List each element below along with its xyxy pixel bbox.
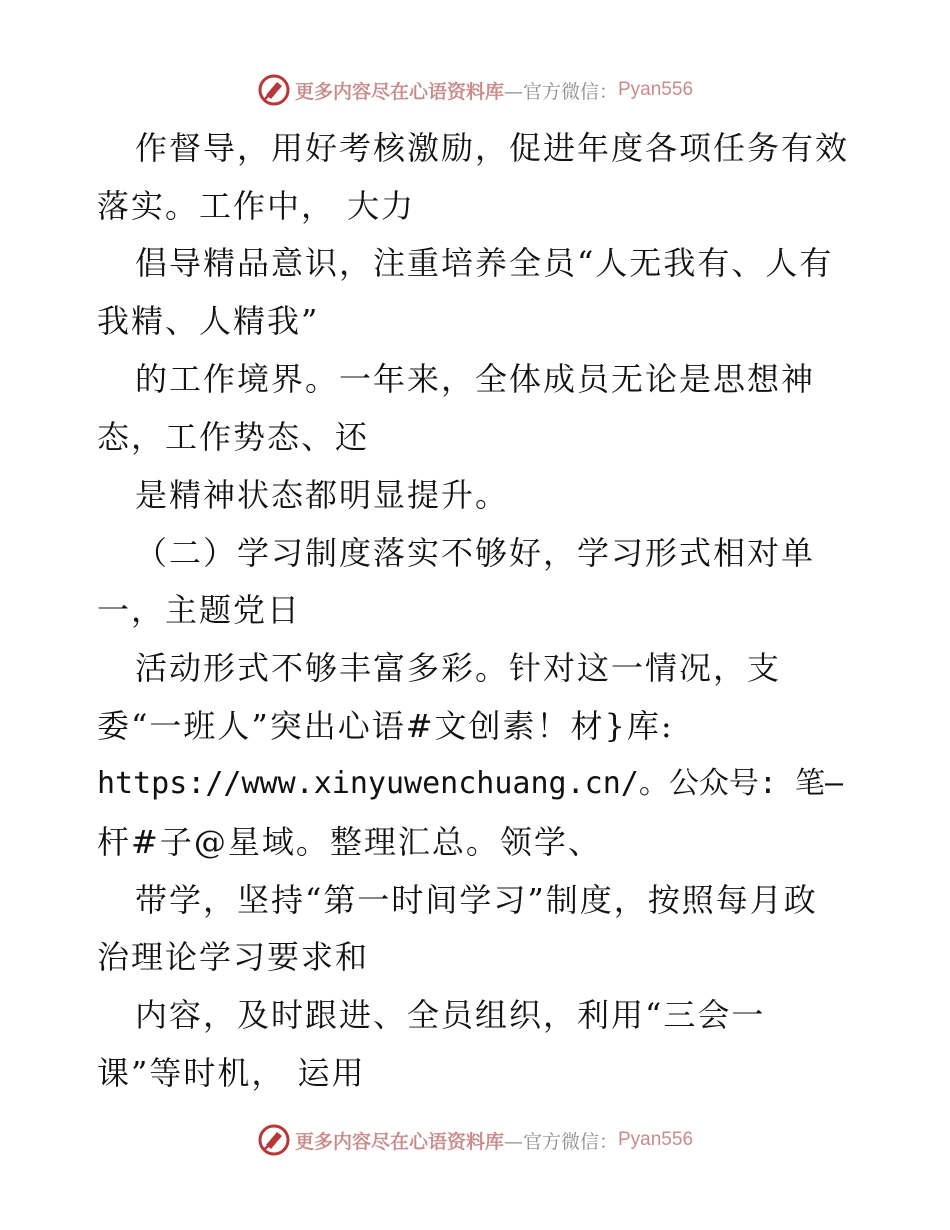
text-line: 态，工作势态、还 <box>97 418 370 456</box>
text-line: 我精、人精我” <box>97 302 320 340</box>
text-line: 是精神状态都明显提升。 <box>135 476 510 514</box>
text-line: 杆#子@星域。整理汇总。领学、 <box>97 823 602 861</box>
text-line: 倡导精品意识，注重培养全员“人无我有、人有 <box>135 244 834 282</box>
text-line: 带学，坚持“第一时间学习”制度，按照每月政 <box>135 881 818 919</box>
text-line: 的工作境界。一年来，全体成员无论是思想神 <box>135 360 816 398</box>
banner-brand-text: 更多内容尽在心语资料库 <box>294 1130 504 1153</box>
text-line: 作督导，用好考核激励，促进年度各项任务有效 <box>135 129 850 167</box>
brand-logo-icon <box>257 73 291 107</box>
footer-watermark-banner <box>0 1122 950 1158</box>
text-line: 课”等时机， 运用 <box>97 1054 366 1092</box>
brand-logo-icon <box>257 1123 291 1157</box>
text-line: 治理论学习要求和 <box>97 938 370 976</box>
text-line: 活动形式不够丰富多彩。针对这一情况，支 <box>135 649 782 687</box>
text-line-with-url: https://www.xinyuwenchuang.cn/。公众号: 笔— <box>97 766 844 801</box>
text-line: 内容，及时跟进、全员组织，利用“三会一 <box>135 996 766 1034</box>
header-watermark-banner <box>0 72 950 108</box>
banner-official-text: —官方微信： <box>503 80 618 103</box>
text-line: （二）学习制度落实不够好，学习形式相对单 <box>135 534 816 572</box>
banner-brand-text: 更多内容尽在心语资料库 <box>294 80 504 103</box>
banner-wechat-id: Pyan556 <box>618 79 694 100</box>
banner-official-text: —官方微信： <box>503 1130 618 1153</box>
banner-wechat-id: Pyan556 <box>618 1129 694 1150</box>
text-line: 委“一班人”突出心语#文创素！材}库: <box>97 707 674 745</box>
text-line: 落实。工作中， 大力 <box>97 187 416 225</box>
text-line: 一，主题党日 <box>97 591 302 629</box>
